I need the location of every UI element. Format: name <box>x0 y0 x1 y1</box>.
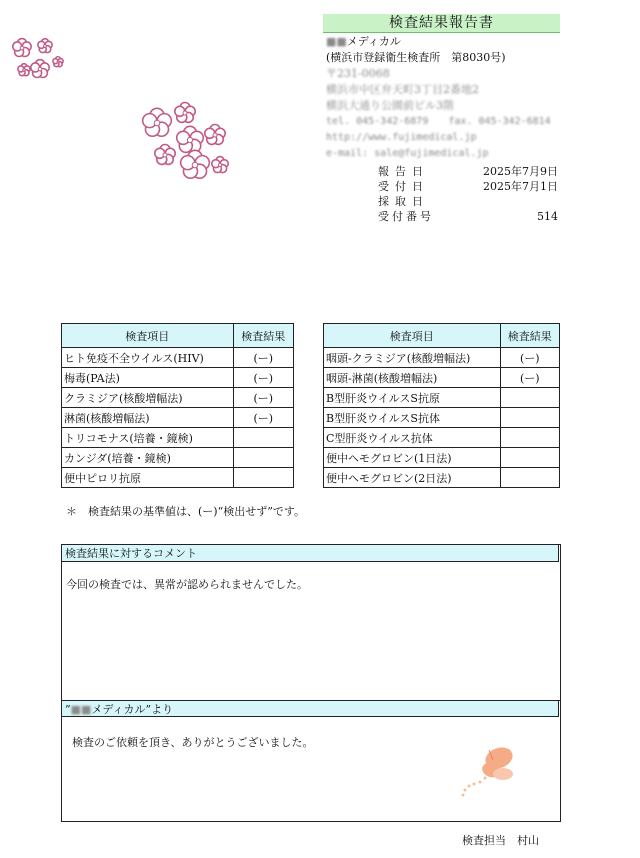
results-table-right <box>323 323 560 488</box>
date-label: 採取日 <box>378 195 429 208</box>
document-title: 検査結果報告書 <box>323 14 560 33</box>
test-result <box>500 388 559 408</box>
test-item: 梅毒(PA法) <box>62 368 234 388</box>
table-row <box>324 408 560 428</box>
clinic-postal: 〒231-0068 <box>326 67 390 80</box>
clinic-name-line <box>326 34 551 50</box>
test-item: 便中ピロリ抗原 <box>62 468 234 488</box>
column-header-result: 検査結果 <box>500 324 559 348</box>
date-row <box>378 179 558 194</box>
clinic-registration: (横浜市登録衛生検査所 第8030号) <box>326 51 506 64</box>
test-item: クラミジア(核酸増幅法) <box>62 388 234 408</box>
date-value: 2025年7月9日 <box>483 165 558 178</box>
test-item: ヒト免疫不全ウイルス(HIV) <box>62 348 234 368</box>
test-result: (ー) <box>233 388 293 408</box>
test-item: 淋菌(核酸増幅法) <box>62 408 234 428</box>
date-label: 報告日 <box>378 165 429 178</box>
flower-icon <box>38 39 52 53</box>
comment-heading: 検査結果に対するコメント <box>61 544 559 562</box>
clinic-url: http://www.fujimedical.jp <box>326 132 477 143</box>
table-row <box>62 368 294 388</box>
reference-note: ＊ 検査結果の基準値は、(ー)“検出せず”です。 <box>66 505 305 518</box>
test-result <box>500 448 559 468</box>
table-row <box>324 368 560 388</box>
flower-icon <box>13 39 31 57</box>
table-row <box>62 468 294 488</box>
table-row <box>62 388 294 408</box>
table-header-row <box>324 324 560 348</box>
test-item: 便中ヘモグロビン(2日法) <box>324 468 501 488</box>
date-label: 受付日 <box>378 180 429 193</box>
table-row <box>324 388 560 408</box>
test-item: 咽頭-クラミジア(核酸増幅法) <box>324 348 501 368</box>
test-result <box>233 448 293 468</box>
test-result <box>233 428 293 448</box>
date-value: 2025年7月1日 <box>483 180 558 193</box>
comment-box <box>61 544 561 701</box>
date-value: 514 <box>537 210 558 223</box>
date-value <box>483 194 558 209</box>
test-item: B型肝炎ウイルスS抗体 <box>324 408 501 428</box>
flower-icon <box>177 126 204 152</box>
comment-text: 今回の検査では、異常が認められませんでした。 <box>66 578 308 591</box>
message-heading-open: ” <box>65 703 71 716</box>
date-label: 受付番号 <box>378 210 434 223</box>
flower-icon <box>205 125 225 145</box>
report-dates <box>378 164 558 224</box>
column-header-item: 検査項目 <box>62 324 234 348</box>
test-result <box>500 468 559 488</box>
table-row <box>324 448 560 468</box>
table-row <box>62 348 294 368</box>
clinic-email: e-mail: sale@fujimedical.jp <box>326 148 489 159</box>
message-text: 検査のご依頼を頂き、ありがとうございました。 <box>72 736 314 749</box>
flower-decoration-large <box>135 95 230 185</box>
clinic-info <box>326 34 551 162</box>
butterfly-icon <box>455 740 525 800</box>
message-heading <box>61 700 559 717</box>
test-item: C型肝炎ウイルス抗体 <box>324 428 501 448</box>
table-header-row <box>62 324 294 348</box>
table-row <box>324 348 560 368</box>
clinic-name-prefix: ■■ <box>326 35 347 48</box>
table-row <box>62 448 294 468</box>
staff-in-charge: 検査担当 村山 <box>462 834 539 847</box>
test-result: (ー) <box>233 368 293 388</box>
test-result <box>233 468 293 488</box>
column-header-result: 検査結果 <box>233 324 293 348</box>
test-item: 便中ヘモグロビン(1日法) <box>324 448 501 468</box>
flower-icon <box>143 108 172 136</box>
test-item: B型肝炎ウイルスS抗原 <box>324 388 501 408</box>
test-result: (ー) <box>500 348 559 368</box>
test-result: (ー) <box>233 408 293 428</box>
test-item: トリコモナス(培養・鏡検) <box>62 428 234 448</box>
test-item: 咽頭-淋菌(核酸増幅法) <box>324 368 501 388</box>
test-item: カンジダ(培養・鏡検) <box>62 448 234 468</box>
clinic-tel-fax: tel. 045-342-6879 fax. 045-342-6814 <box>326 116 551 127</box>
test-result: (ー) <box>500 368 559 388</box>
test-result <box>500 428 559 448</box>
results-table-left <box>61 323 294 488</box>
clinic-address2: 横浜大通り公園前ビル3階 <box>326 99 454 112</box>
date-row <box>378 164 558 179</box>
table-row <box>62 428 294 448</box>
clinic-name: メディカル <box>346 35 401 48</box>
flower-icon <box>18 64 30 76</box>
flower-icon <box>53 57 63 67</box>
flower-icon <box>155 145 175 165</box>
date-row <box>378 194 558 209</box>
date-row <box>378 209 558 224</box>
flower-icon <box>181 150 210 178</box>
test-result: (ー) <box>233 348 293 368</box>
table-row <box>324 428 560 448</box>
clinic-address1: 横浜市中区弁天町3丁目2番地2 <box>326 83 479 96</box>
table-row <box>324 468 560 488</box>
test-result <box>500 408 559 428</box>
flower-icon <box>175 103 195 123</box>
table-row <box>62 408 294 428</box>
flower-decoration-small <box>10 36 70 91</box>
message-heading-rest: メディカル”より <box>91 703 174 716</box>
message-heading-blur: ■■ <box>70 703 92 716</box>
flower-icon <box>31 60 49 78</box>
flower-icon <box>212 157 228 173</box>
column-header-item: 検査項目 <box>324 324 501 348</box>
